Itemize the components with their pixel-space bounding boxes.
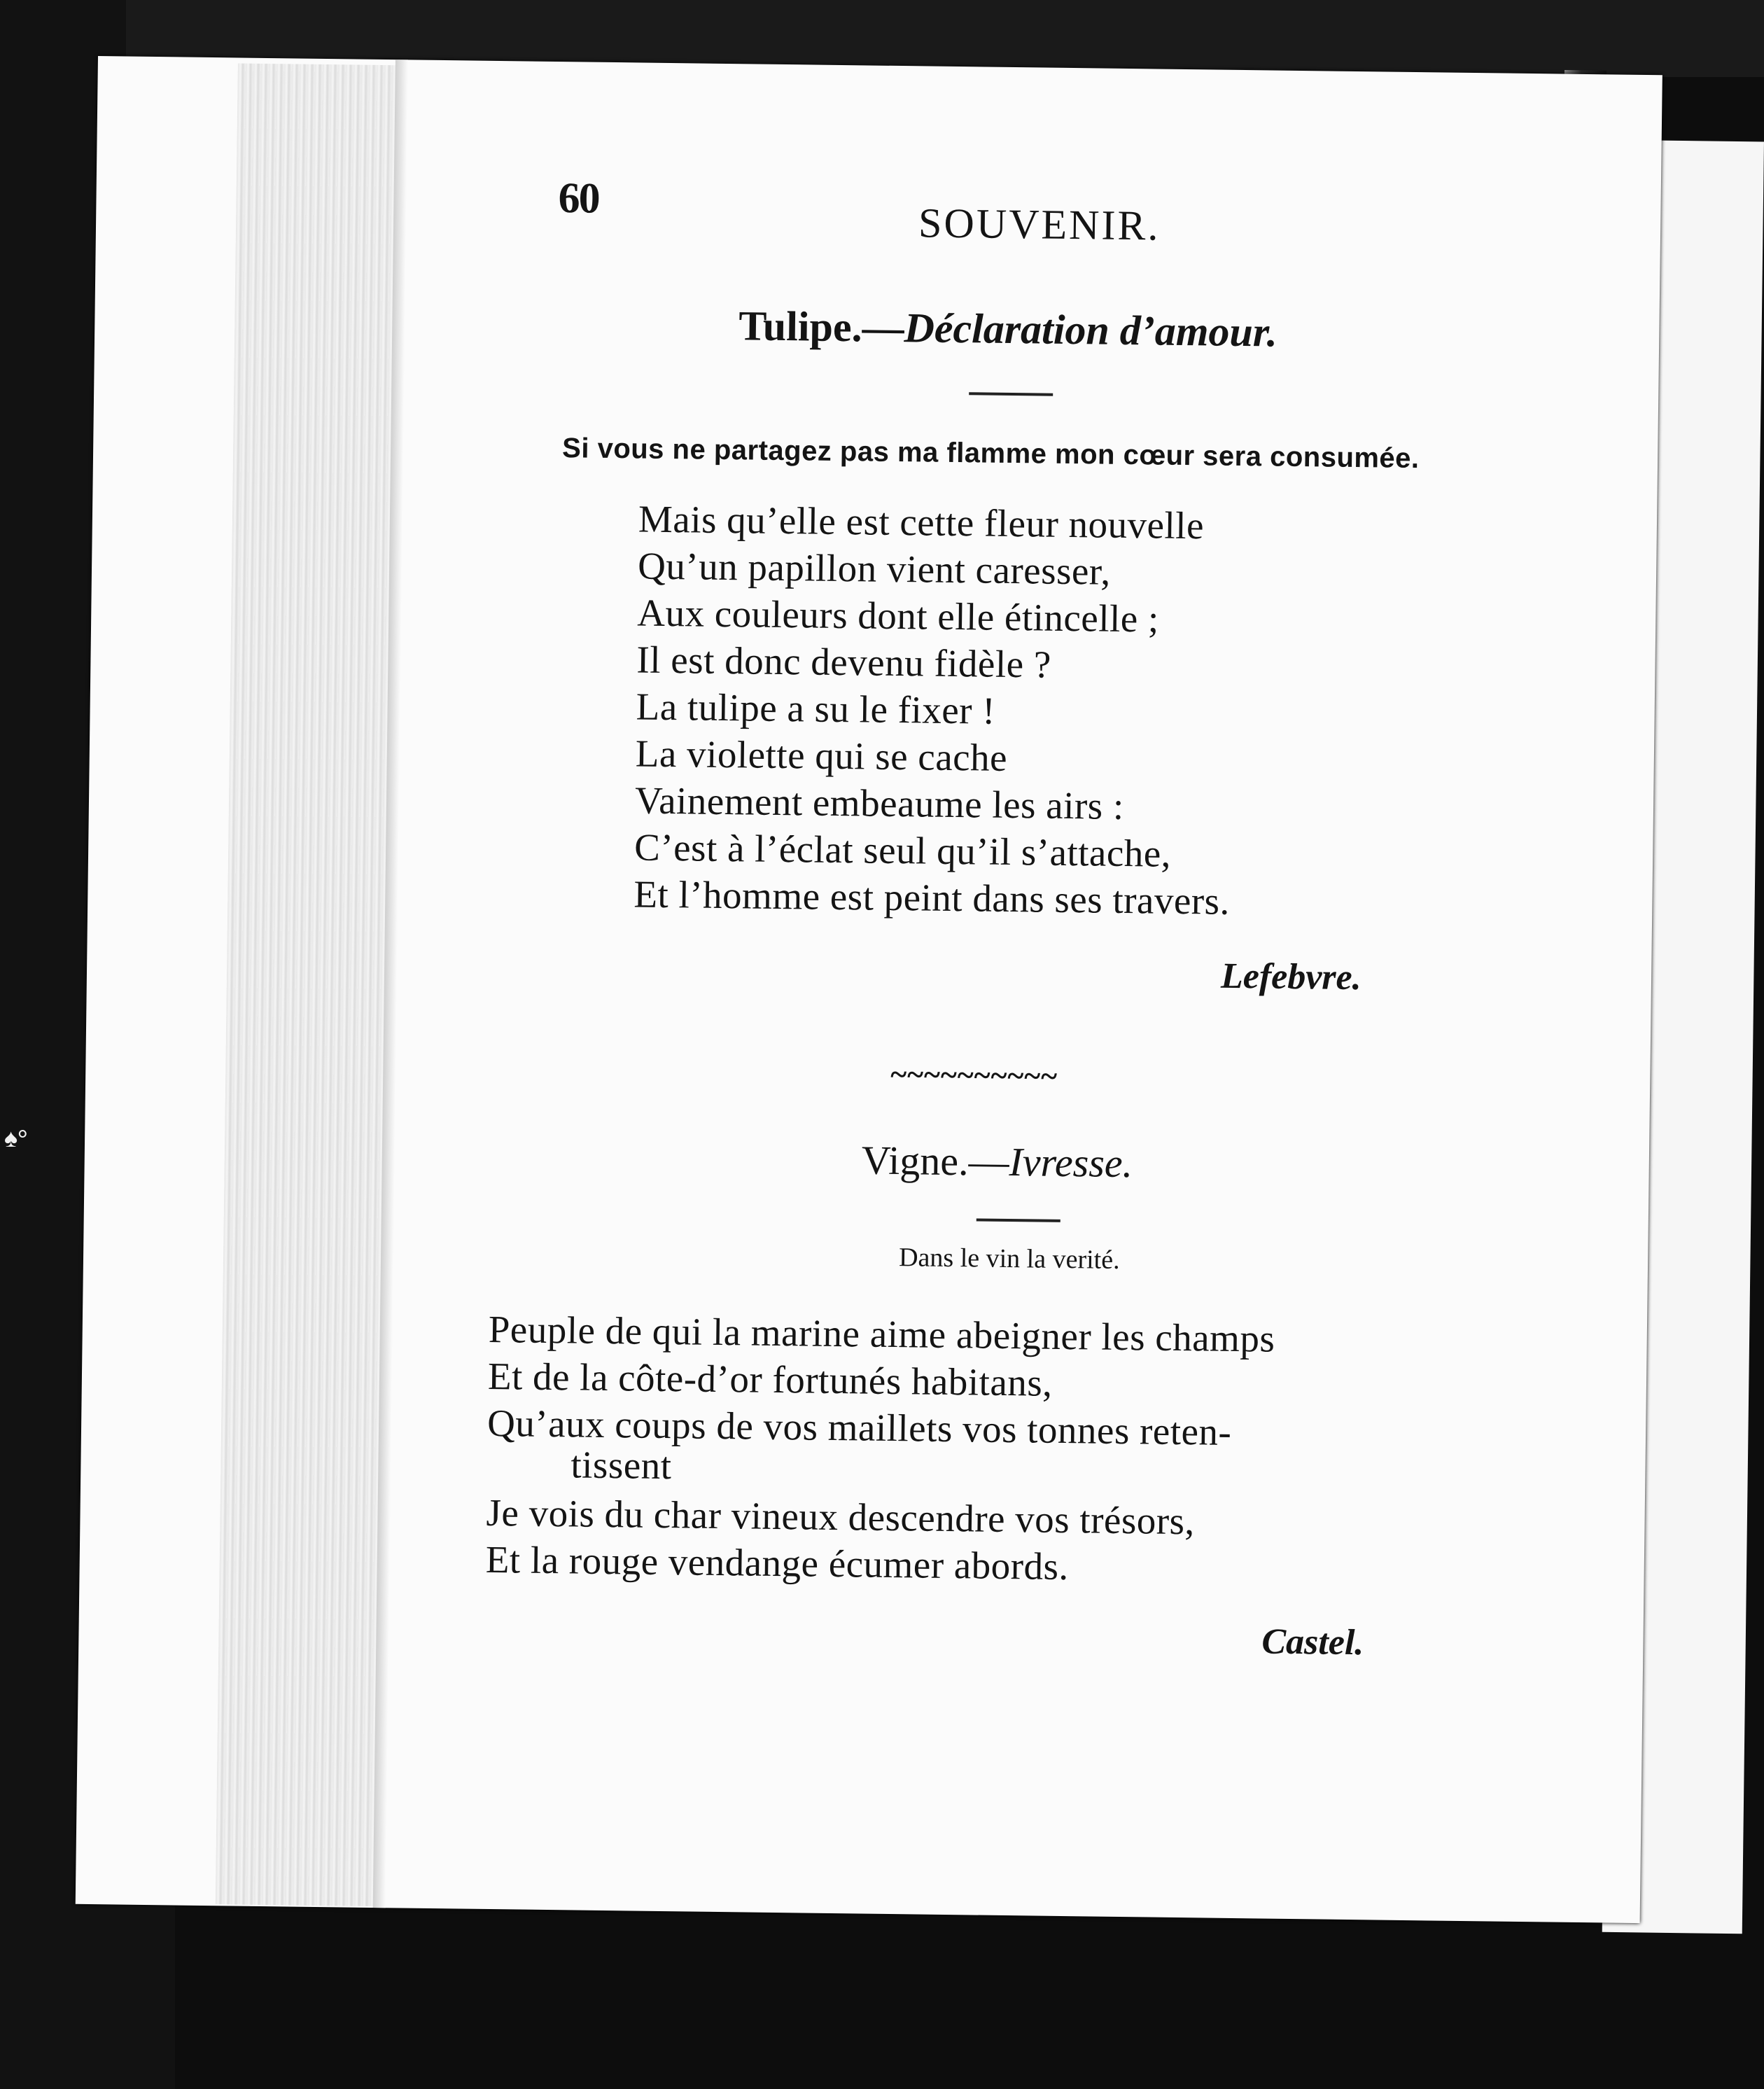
verse-line: tissent (570, 1443, 672, 1488)
verse-line: Et la rouge vendange écumer abords. (485, 1537, 1070, 1588)
section-title-italic: Déclaration d’amour. (904, 305, 1278, 356)
verse-line: Et l’homme est peint dans ses travers. (634, 872, 1231, 923)
verse-line: Je vois du char vineux descendre vos trésors, (486, 1490, 1196, 1543)
verse-line: Peuple de qui la marine aime abeigner les champs (488, 1307, 1275, 1360)
title-rule (969, 392, 1053, 396)
verse-line: Vainement embeaume les airs : (634, 778, 1125, 827)
section-title-italic: Ivresse. (1009, 1139, 1133, 1187)
book-page (76, 56, 1662, 1923)
verse-line: Aux couleurs dont elle étincelle ; (636, 591, 1160, 641)
verse-line: Qu’un papillon vient caresser, (637, 544, 1112, 593)
page-number: 60 (558, 174, 599, 223)
verse-line: Il est donc devenu fidèle ? (636, 638, 1052, 686)
verse-line: La violette qui se cache (635, 732, 1008, 779)
section-title-vigne (861, 1136, 1133, 1187)
title-rule (976, 1218, 1060, 1222)
section-title-plain: Vigne.— (861, 1137, 1009, 1185)
section-title-plain: Tulipe.— (738, 302, 904, 351)
verse-line: La tulipe a su le fixer ! (636, 685, 996, 732)
page-block-edges (216, 63, 399, 1906)
section-motto: Si vous ne partagez pas ma flamme mon cœur sera consumée. (561, 433, 1420, 475)
section-motto: Dans le vin la verité. (898, 1243, 1120, 1275)
section-title-tulipe (738, 302, 1278, 356)
verse-line: Et de la côte-d’or fortunés habitans, (487, 1354, 1053, 1404)
verse-line: C’est à l’éclat seul qu’il s’attache, (634, 825, 1172, 875)
scan-side-mark: ♠° (4, 1124, 28, 1152)
author-signature: Castel. (1261, 1621, 1364, 1663)
verse-line: Mais qu’elle est cette fleur nouvelle (638, 497, 1205, 547)
author-signature: Lefebvre. (1220, 956, 1362, 998)
running-head: SOUVENIR. (918, 200, 1161, 249)
section-ornament: ~~~~~~~~~~ (890, 1056, 1058, 1094)
verse-line: Qu’aux coups de vos maillets vos tonnes reten- (486, 1401, 1232, 1453)
